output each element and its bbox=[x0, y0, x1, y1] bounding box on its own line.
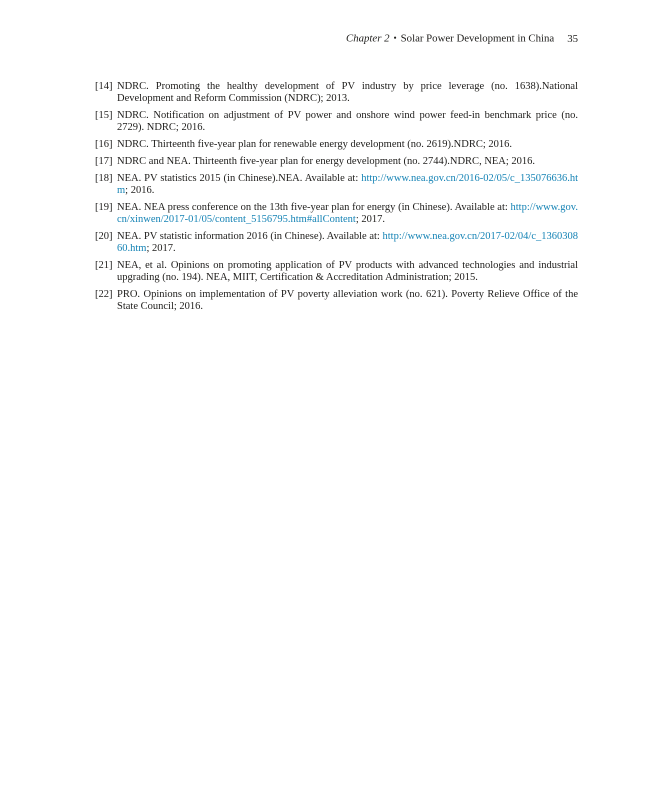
reference-list bbox=[95, 81, 578, 318]
reference-text-segment: NDRC. Notification on adjustment of PV power and onshore wind power feed-in benchmark price (no. 2729). NDRC; 2016. bbox=[117, 110, 578, 133]
reference-text bbox=[117, 260, 578, 284]
reference-text-segment: PRO. Opinions on implementation of PV poverty alleviation work (no. 621). Poverty Relieve Office of the State Council; 2016. bbox=[117, 289, 578, 312]
reference-number: [21] bbox=[95, 260, 113, 271]
reference-number: [17] bbox=[95, 156, 113, 167]
reference-text bbox=[117, 81, 578, 105]
reference-text bbox=[117, 202, 578, 226]
reference-link[interactable]: http://www.gov.cn/xinwen/2017-01/05/content_5156795.htm#allContent bbox=[117, 202, 578, 225]
chapter-label: Chapter 2 bbox=[346, 32, 390, 45]
reference-item-21 bbox=[95, 260, 578, 284]
reference-text-segment: NEA. PV statistic information 2016 (in Chinese). Available at: bbox=[117, 231, 383, 242]
bullet-separator: • bbox=[393, 33, 397, 43]
reference-text bbox=[117, 173, 578, 197]
reference-text-segment: ; 2016. bbox=[125, 185, 155, 196]
reference-link[interactable]: http://www.nea.gov.cn/2017-02/04/c_136030860.htm bbox=[117, 231, 578, 254]
reference-link[interactable]: http://www.nea.gov.cn/2016-02/05/c_135076636.htm bbox=[117, 173, 578, 196]
reference-text bbox=[117, 231, 578, 255]
reference-text-segment: ; 2017. bbox=[355, 214, 386, 225]
reference-item-18 bbox=[95, 173, 578, 197]
reference-number: [16] bbox=[95, 139, 113, 150]
reference-item-22 bbox=[95, 289, 578, 313]
running-header bbox=[0, 31, 578, 46]
reference-number: [15] bbox=[95, 110, 113, 121]
reference-item-15 bbox=[95, 110, 578, 134]
reference-text bbox=[117, 156, 578, 168]
reference-text-segment: NEA. PV statistics 2015 (in Chinese).NEA. Available at: bbox=[117, 173, 362, 184]
reference-number: [20] bbox=[95, 231, 113, 242]
reference-item-14 bbox=[95, 81, 578, 105]
reference-item-17 bbox=[95, 156, 578, 168]
reference-text-segment: NEA, et al. Opinions on promoting application of PV products with advanced technologies and industrial upgrading (no. 194). NEA, MIIT, Certification & Accreditation Administration; 2015. bbox=[117, 260, 578, 283]
reference-text-segment: NEA. NEA press conference on the 13th five-year plan for energy (in Chinese). Available at: bbox=[117, 202, 511, 213]
reference-text-segment: NDRC. Promoting the healthy development of PV industry by price leverage (no. 1638).National Development and Reform Commission (NDRC); 2013. bbox=[117, 81, 578, 104]
reference-number: [19] bbox=[95, 202, 113, 213]
reference-item-16 bbox=[95, 139, 578, 151]
reference-number: [14] bbox=[95, 81, 113, 92]
reference-number: [18] bbox=[95, 173, 113, 184]
page-number: 35 bbox=[567, 32, 578, 45]
reference-text-segment: NDRC. Thirteenth five-year plan for renewable energy development (no. 2619).NDRC; 2016. bbox=[117, 139, 513, 150]
reference-text bbox=[117, 289, 578, 313]
header-title: Solar Power Development in China bbox=[400, 32, 555, 45]
reference-text bbox=[117, 139, 578, 151]
reference-text-segment: ; 2017. bbox=[146, 243, 176, 254]
reference-number: [22] bbox=[95, 289, 113, 300]
reference-item-19 bbox=[95, 202, 578, 226]
reference-text bbox=[117, 110, 578, 134]
reference-text-segment: NDRC and NEA. Thirteenth five-year plan for energy development (no. 2744).NDRC, NEA; 2016. bbox=[117, 156, 536, 167]
reference-item-20 bbox=[95, 231, 578, 255]
